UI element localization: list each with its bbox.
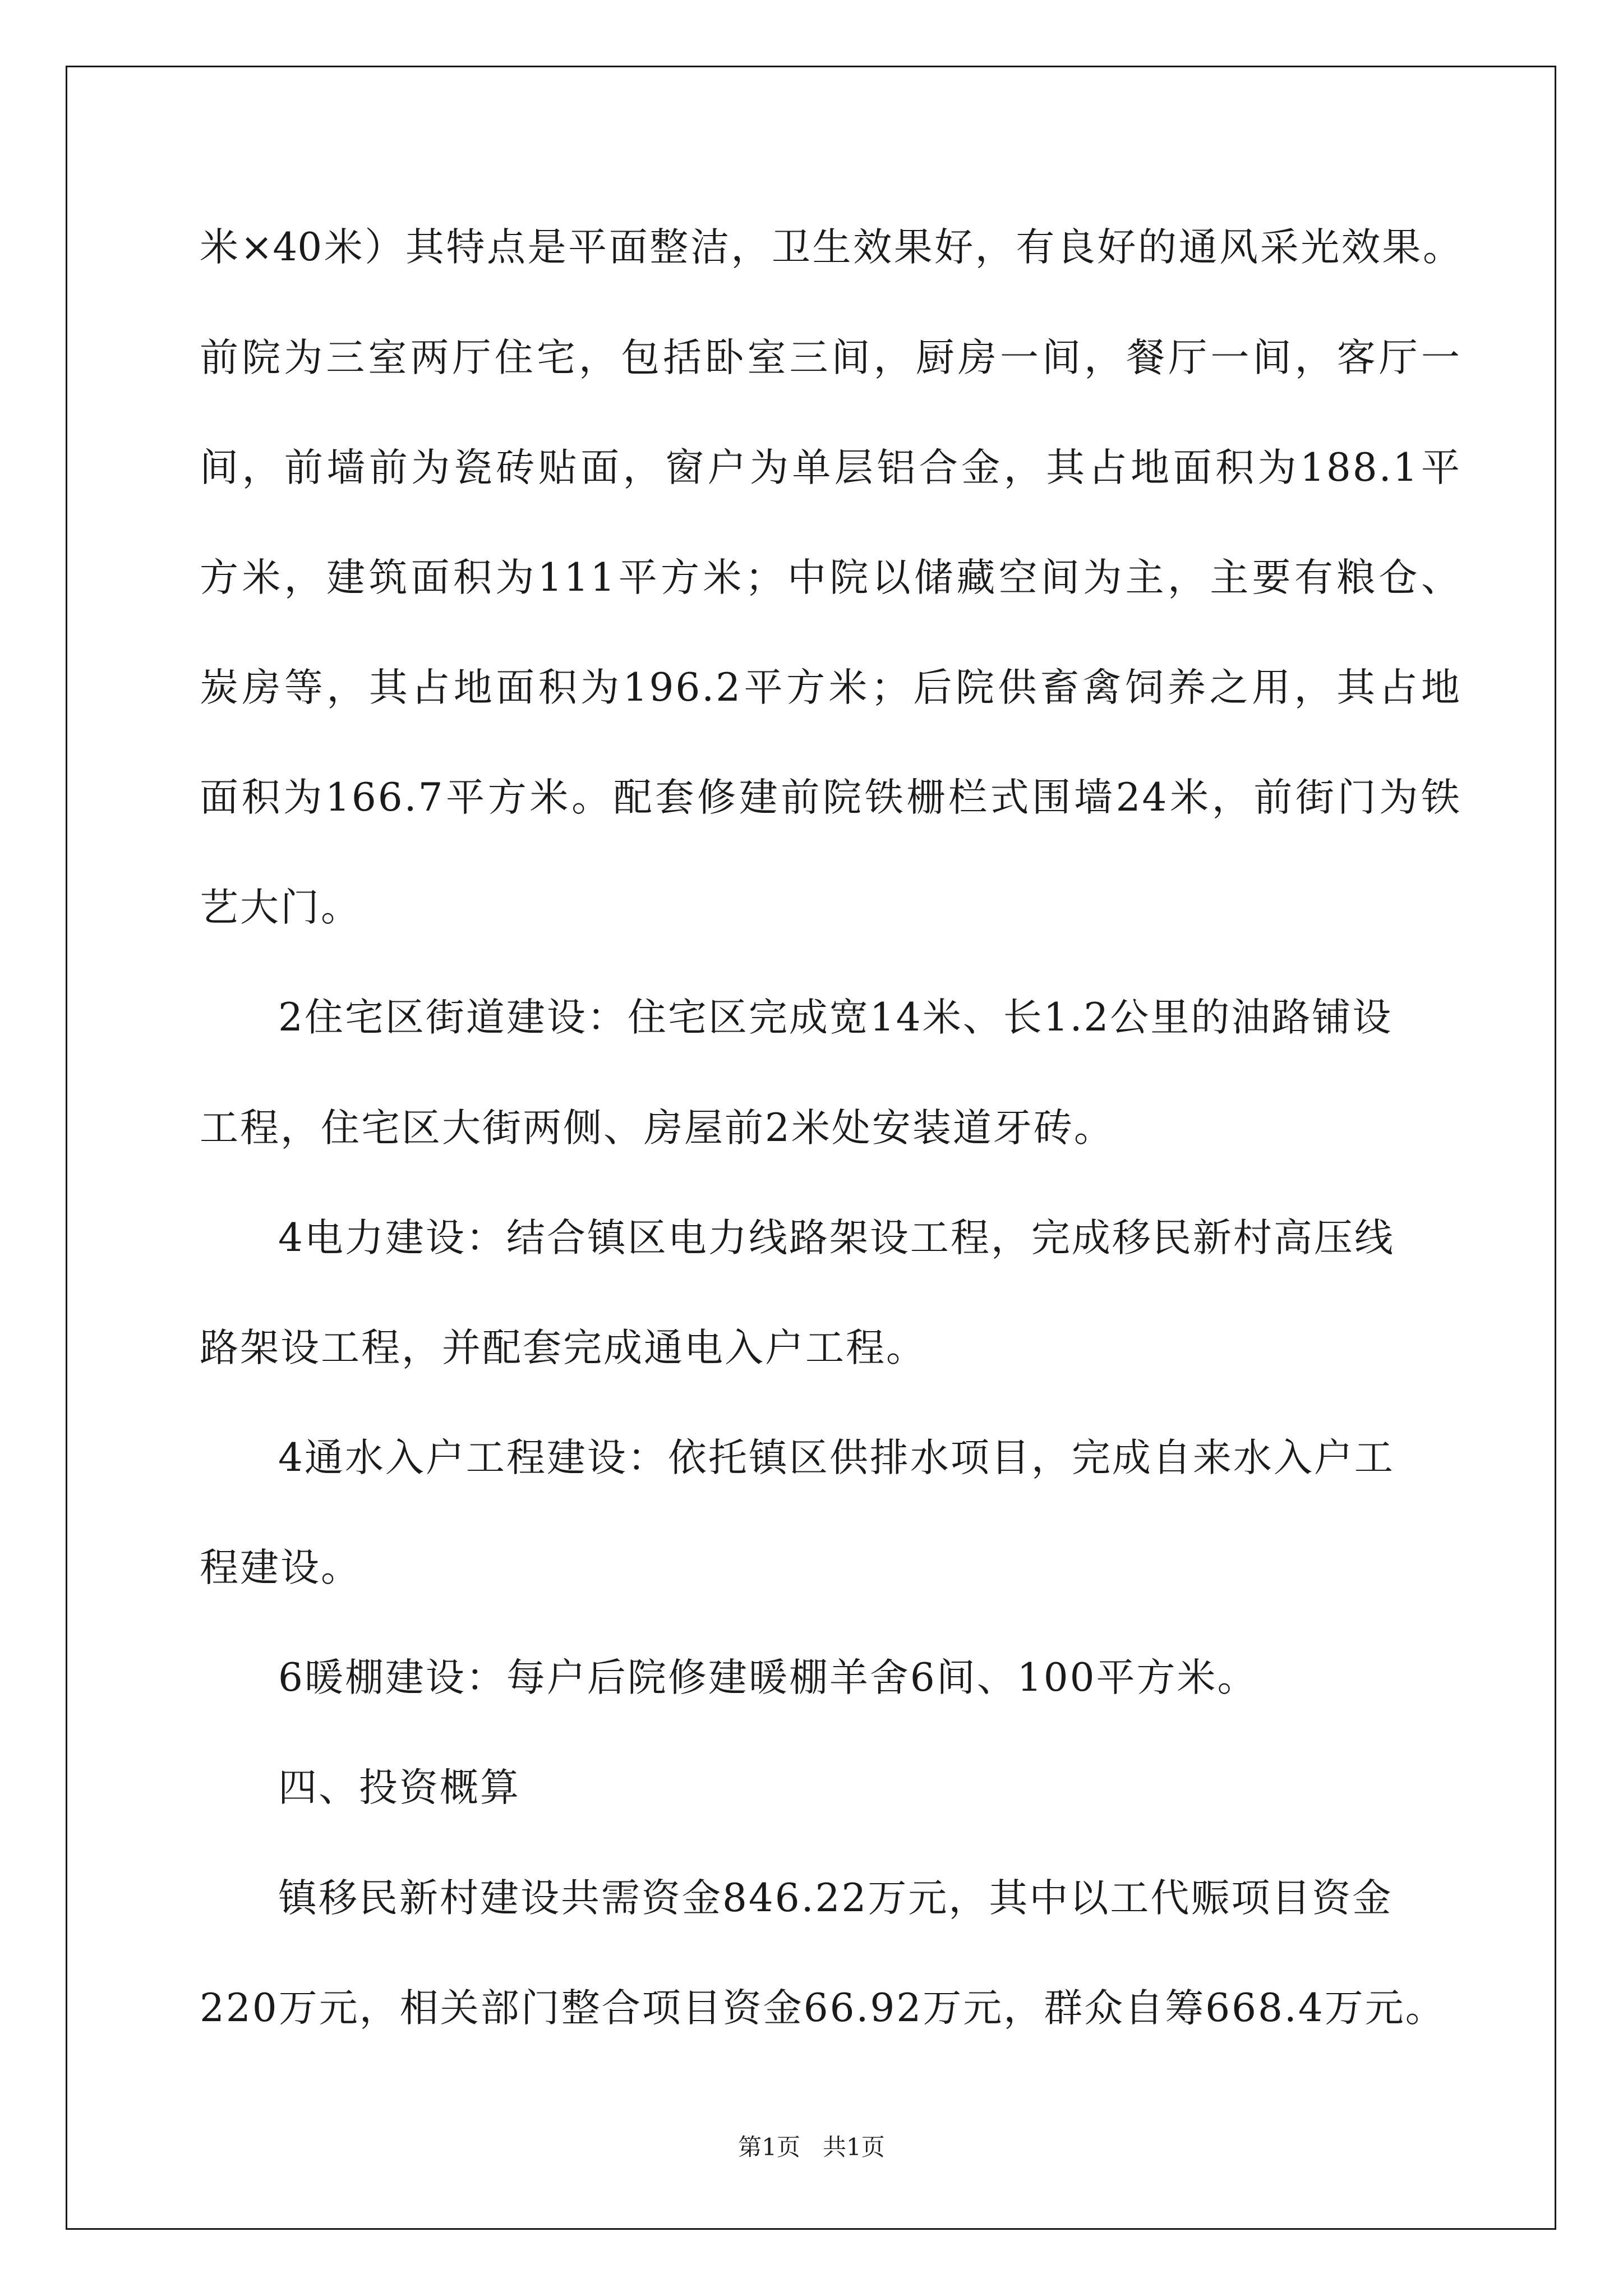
text-line-6: 面积为166.7平方米。配套修建前院铁栅栏式围墙24米，前街门为铁 <box>200 775 1461 820</box>
text-line-11: 路架设工程，并配套完成通电入户工程。 <box>200 1326 926 1370</box>
text-line-4: 方米，建筑面积为111平方米；中院以储藏空间为主，主要有粮仓、 <box>200 555 1461 600</box>
text-line-9: 工程，住宅区大街两侧、房屋前2米处安装道牙砖。 <box>200 1106 1114 1151</box>
text-line-10: 4电力建设：结合镇区电力线路架设工程，完成移民新村高压线 <box>278 1216 1395 1260</box>
text-line-3: 间，前墙前为瓷砖贴面，窗户为单层铝合金，其占地面积为188.1平 <box>200 445 1461 490</box>
text-line-14: 6暖棚建设：每户后院修建暖棚羊舍6间、100平方米。 <box>278 1655 1258 1700</box>
text-line-5: 炭房等，其占地面积为196.2平方米；后院供畜禽饲养之用，其占地 <box>200 665 1461 710</box>
text-line-16: 镇移民新村建设共需资金846.22万元，其中以工代赈项目资金 <box>278 1876 1393 1921</box>
text-line-13: 程建设。 <box>200 1545 361 1590</box>
text-line-7: 艺大门。 <box>200 885 361 930</box>
text-line-2: 前院为三室两厅住宅，包括卧室三间，厨房一间，餐厅一间，客厅一 <box>200 335 1461 380</box>
text-line-8: 2住宅区街道建设：住宅区完成宽14米、长1.2公里的油路铺设 <box>278 995 1393 1040</box>
page-footer: 第1页 共1页 <box>738 2133 885 2161</box>
text-line-17: 220万元，相关部门整合项目资金66.92万元，群众自筹668.4万元。 <box>200 1986 1446 2031</box>
text-line-1: 米×40米）其特点是平面整洁，卫生效果好，有良好的通风采光效果。 <box>200 225 1461 270</box>
text-line-12: 4通水入户工程建设：依托镇区供排水项目，完成自来水入户工 <box>278 1435 1395 1480</box>
section-heading: 四、投资概算 <box>278 1765 520 1810</box>
